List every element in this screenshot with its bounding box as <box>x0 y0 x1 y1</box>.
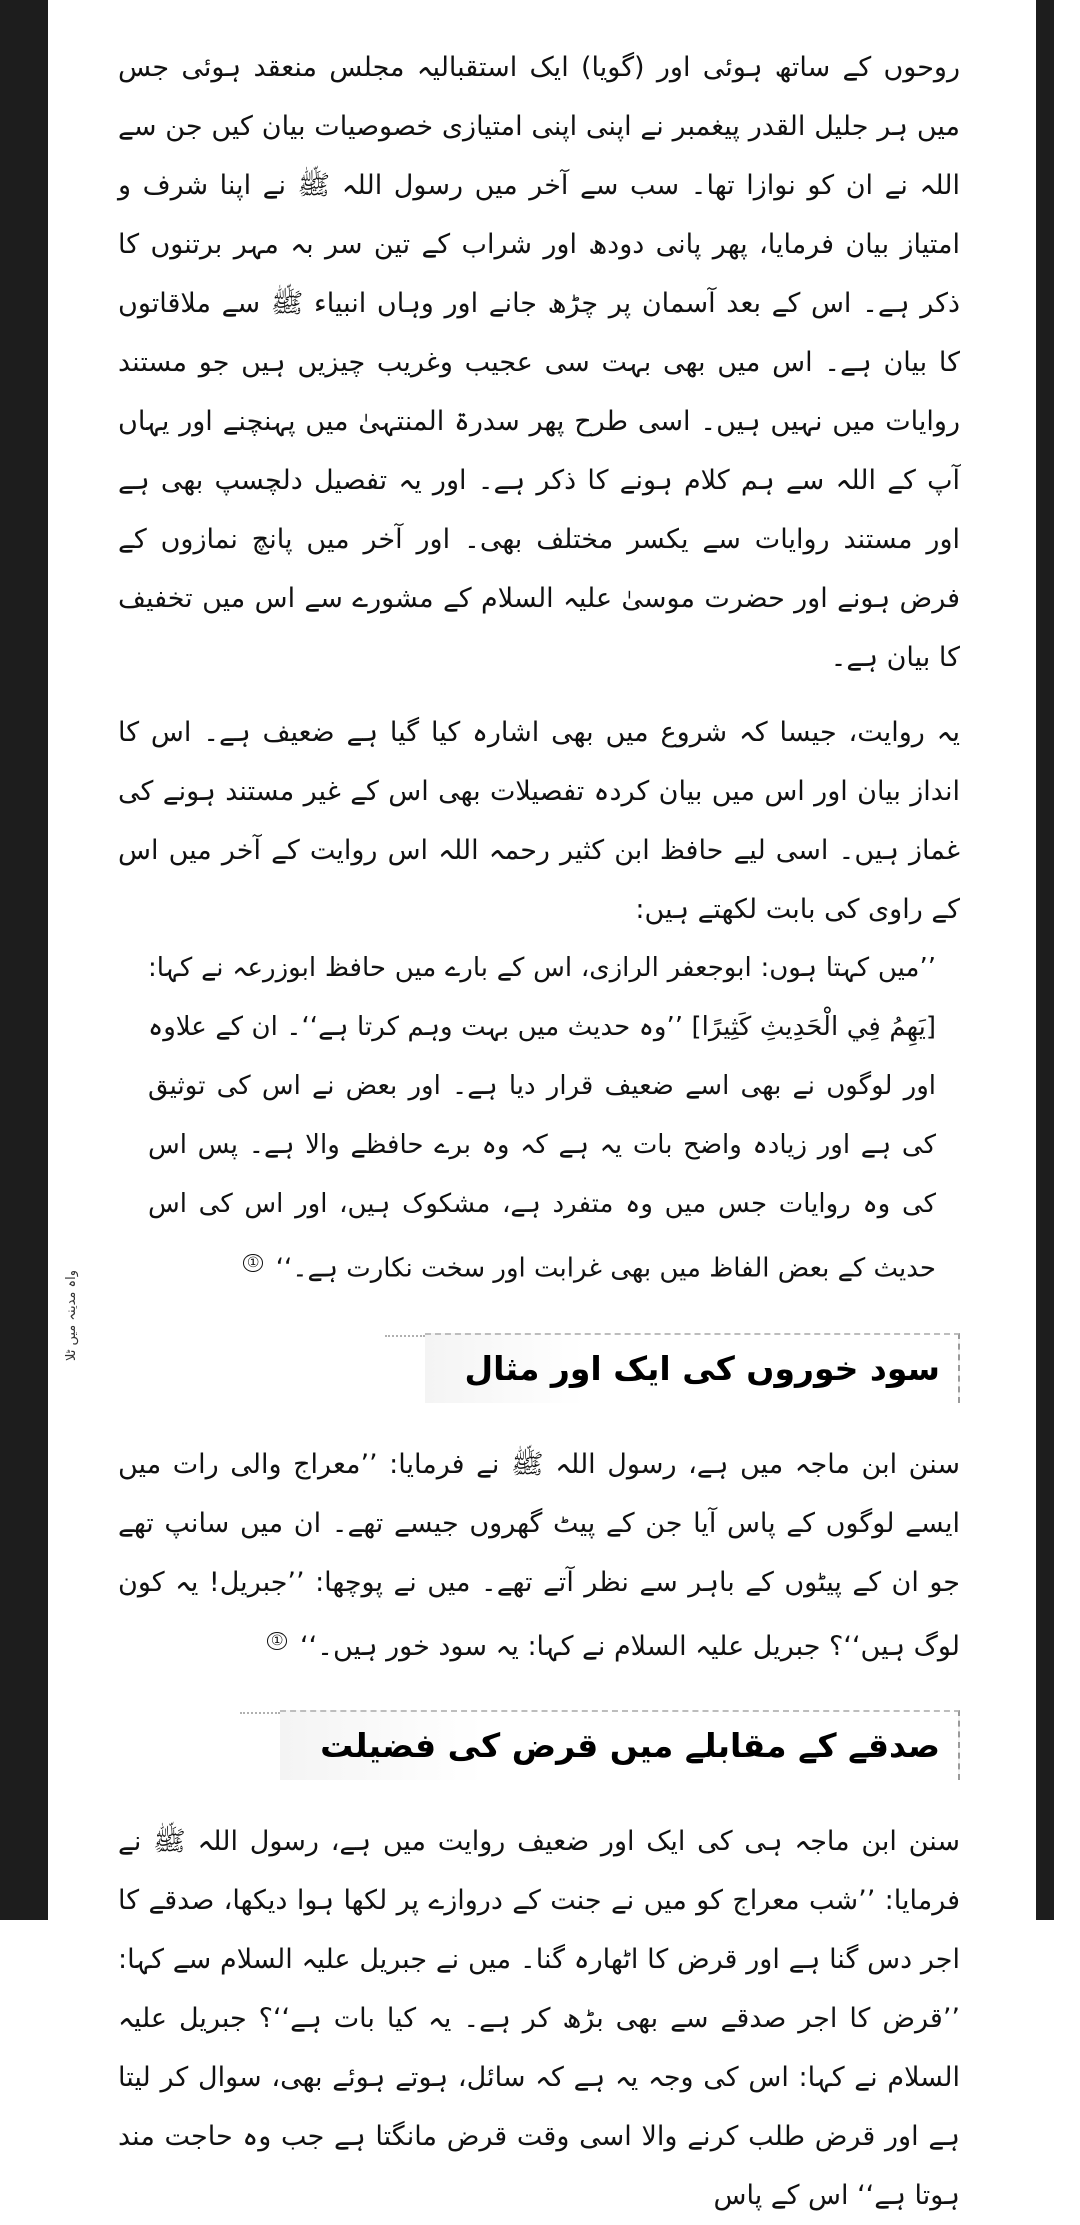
document-page <box>48 0 1036 2211</box>
left-scan-border <box>0 0 48 1920</box>
paragraph-usurers <box>118 1435 960 1676</box>
paragraph-intro: روحوں کے ساتھ ہوئی اور (گویا) ایک استقبالیہ مجلس منعقد ہوئی جس میں ہر جلیل القدر پیغمبر نے اپنی اپنی امتیازی خصوصیات بیان کیں جن سے اللہ نے ان کو نوازا تھا۔ سب سے آخر میں رسول اللہ ﷺ نے اپنا شرف و امتیاز بیان فرمایا، پھر پانی دودھ اور شراب کے تین سر بہ مہر برتنوں کا ذکر ہے۔ اس کے بعد آسمان پر چڑھ جانے اور وہاں انبیاء ﷺ سے ملاقاتوں کا بیان ہے۔ اس میں بھی بہت سی عجیب وغریب چیزیں ہیں جو مستند روایات میں نہیں ہیں۔ اسی طرح پھر سدرۃ المنتہیٰ میں پہنچنے اور یہاں آپ کے اللہ سے ہم کلام ہونے کا ذکر ہے۔ اور یہ تفصیل دلچسپ بھی ہے اور مستند روایات سے یکسر مختلف بھی۔ اور آخر میں پانچ نمازوں کے فرض ہونے اور حضرت موسیٰ علیہ السلام کے مشورے سے اس میں تخفیف کا بیان ہے۔ <box>118 52 960 673</box>
section-heading-box <box>280 1710 960 1780</box>
paragraph-narration-note: یہ روایت، جیسا کہ شروع میں بھی اشارہ کیا گیا ہے ضعیف ہے۔ اس کا انداز بیان اور اس میں بیان کردہ تفصیلات بھی اس کے غیر مستند ہونے کی غماز ہیں۔ اسی لیے حافظ ابن کثیر رحمہ اللہ اس روایت کے آخر میں اس کے راوی کی بابت لکھتے ہیں: <box>118 717 960 925</box>
footnote-marker: ① <box>243 1254 264 1272</box>
section-heading-usurers: سود خوروں کی ایک اور مثال <box>464 1349 940 1389</box>
quote-text: ’’میں کہتا ہوں: ابوجعفر الرازی، اس کے بارے میں حافظ ابوزرعہ نے کہا: [يَهِمُ فِي الْحَدِيثِ كَثِيرًا] ’’وہ حدیث میں بہت وہم کرتا ہے‘‘۔ ان کے علاوہ اور لوگوں نے بھی اسے ضعیف قرار دیا ہے۔ اور بعض نے اس کی توثیق کی ہے اور زیادہ واضح بات یہ ہے کہ وہ برے حافظے والا ہے۔ پس اس کی وہ روایات جس میں وہ متفرد ہے، مشکوک ہیں، اور اس کی اس حدیث کے بعض الفاظ میں بھی غرابت اور سخت نکارت ہے۔‘‘ <box>148 953 936 1284</box>
right-scan-border <box>1036 0 1054 1920</box>
paragraph-gap <box>118 687 960 703</box>
section-heading-wrap <box>118 1333 960 1405</box>
margin-note: واہ مدینہ میں ٹلا <box>64 1270 79 1362</box>
section-heading-wrap <box>118 1710 960 1782</box>
section-heading-loan-virtue: صدقے کے مقابلے میں قرض کی فضیلت <box>320 1726 940 1766</box>
paragraph-usurers-text: سنن ابن ماجہ میں ہے، رسول اللہ ﷺ نے فرمایا: ’’معراج والی رات میں ایسے لوگوں کے پاس آیا جن کے پیٹ گھروں جیسے تھے۔ ان میں سانپ تھے جو ان کے پیٹوں کے باہر سے نظر آتے تھے۔ میں نے پوچھا: ’’جبریل! یہ کون لوگ ہیں‘‘؟ جبریل علیہ السلام نے کہا: یہ سود خور ہیں۔‘‘ <box>118 1448 960 1662</box>
footnote-marker: ① <box>267 1632 288 1650</box>
paragraph-loan-virtue: سنن ابن ماجہ ہی کی ایک اور ضعیف روایت میں ہے، رسول اللہ ﷺ نے فرمایا: ’’شب معراج کو میں نے جنت کے دروازے پر لکھا ہوا دیکھا، صدقے کا اجر دس گنا ہے اور قرض کا اٹھارہ گنا۔ میں نے جبریل علیہ السلام سے کہا: ’’قرض کا اجر صدقے سے بھی بڑھ کر ہے۔ یہ کیا بات ہے‘‘؟ جبریل علیہ السلام نے کہا: اس کی وجہ یہ ہے کہ سائل، ہوتے ہوئے بھی، سوال کر لیتا ہے اور قرض طلب کرنے والا اسی وقت قرض مانگتا ہے جب وہ حاجت مند ہوتا ہے‘‘ اس کے پاس <box>118 1825 960 2211</box>
ibn-kathir-quote <box>148 939 936 1299</box>
section-heading-box <box>425 1333 961 1403</box>
document-body <box>118 38 960 2225</box>
